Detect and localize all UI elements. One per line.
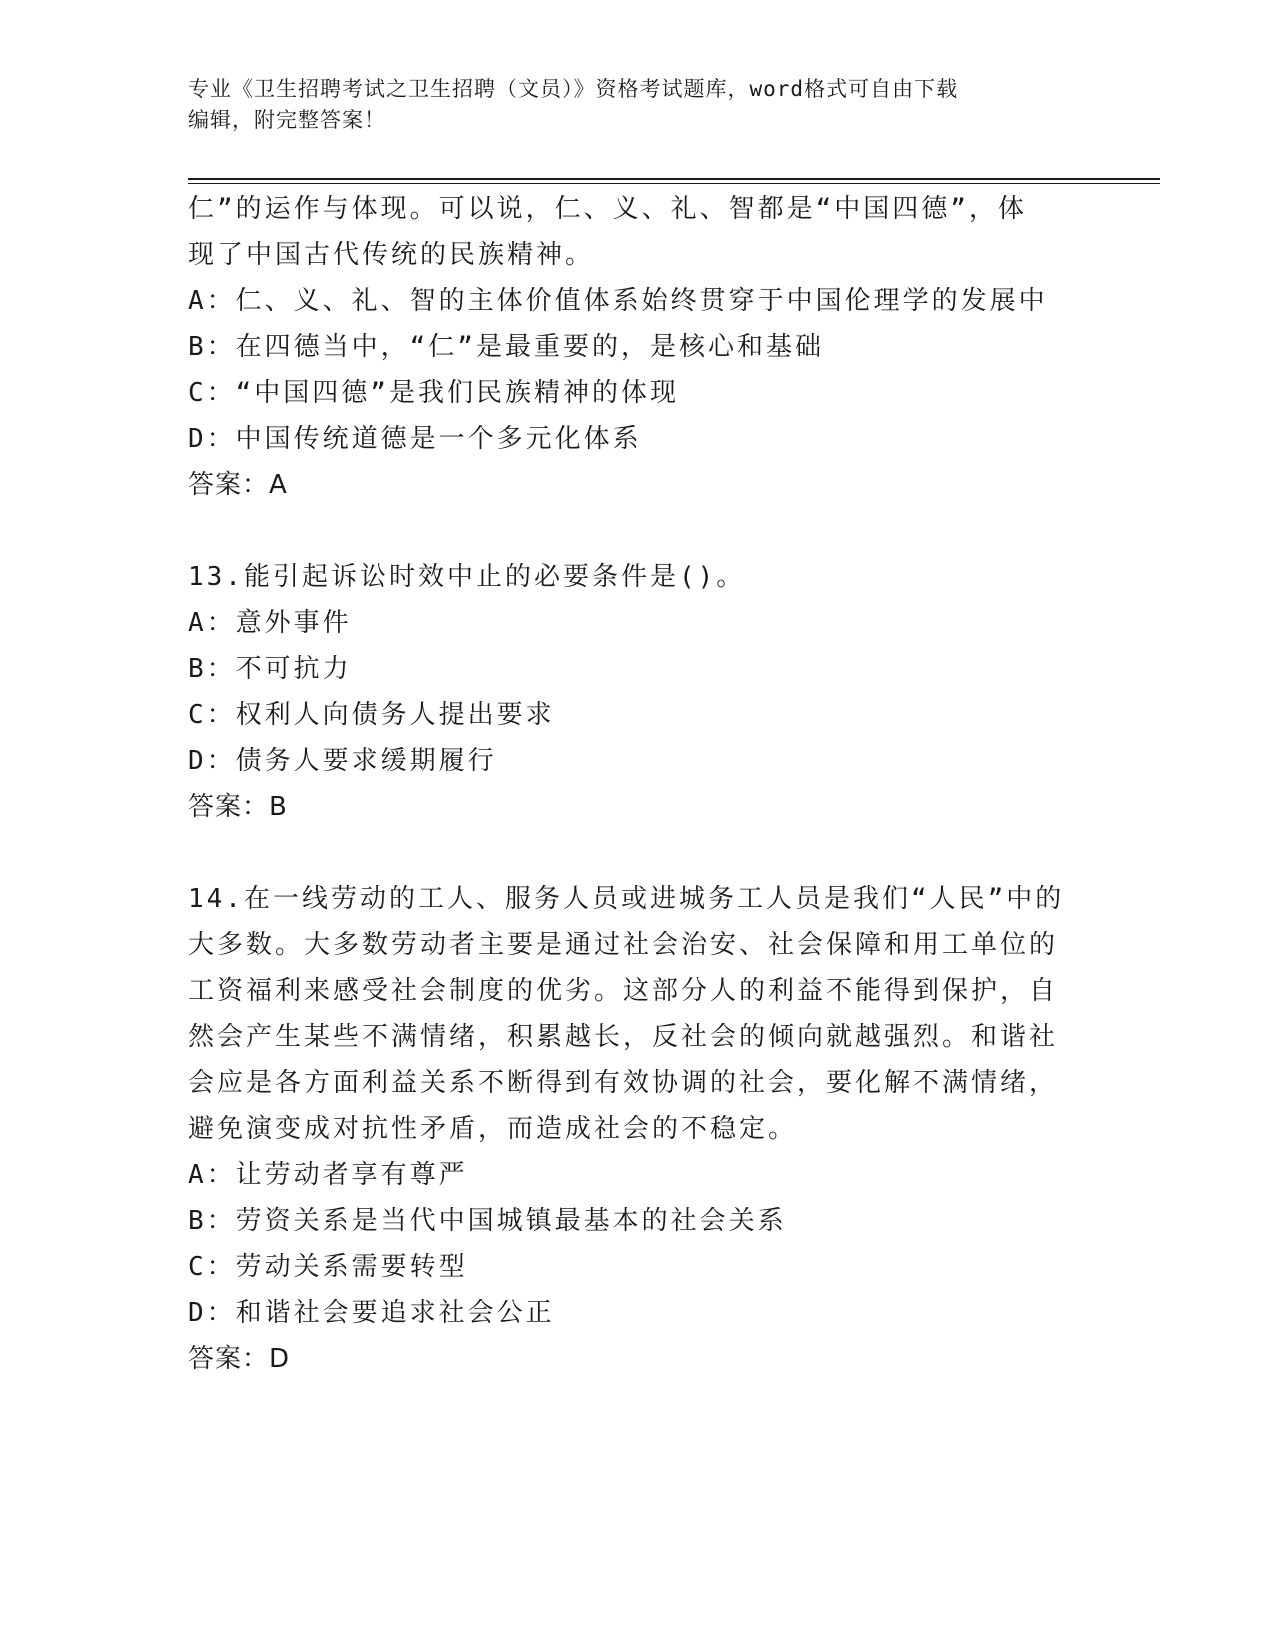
option-d: D：债务人要求缓期履行 — [188, 746, 497, 776]
option-b: B：在四德当中，“仁”是最重要的，是核心和基础 — [188, 332, 824, 362]
question-text-line: 会应是各方面利益关系不断得到有效协调的社会，要化解不满情绪， — [188, 1068, 1059, 1098]
question-text-line: 工资福利来感受社会制度的优劣。这部分人的利益不能得到保护，自 — [188, 976, 1059, 1006]
question-text-line: 14.在一线劳动的工人、服务人员或进城务工人员是我们“人民”中的 — [188, 884, 1065, 914]
question-13 — [188, 554, 1088, 830]
question-text-line: 大多数。大多数劳动者主要是通过社会治安、社会保障和用工单位的 — [188, 930, 1059, 960]
spacer — [188, 830, 1088, 876]
option-c: C：权利人向债务人提出要求 — [188, 700, 555, 730]
option-d: D：中国传统道德是一个多元化体系 — [188, 424, 642, 454]
answer-line: 答案：B — [188, 792, 288, 822]
option-a: A：让劳动者享有尊严 — [188, 1160, 468, 1190]
header-line-1: 专业《卫生招聘考试之卫生招聘（文员）》资格考试题库，word格式可自由下载 — [188, 77, 959, 101]
question-text-line: 避免演变成对抗性矛盾，而造成社会的不稳定。 — [188, 1114, 798, 1144]
option-c: C：劳动关系需要转型 — [188, 1252, 468, 1282]
question-continuation — [188, 186, 1088, 508]
option-b: B：不可抗力 — [188, 654, 352, 684]
answer-line: 答案：D — [188, 1344, 291, 1374]
question-text-line: 仁”的运作与体现。可以说，仁、义、礼、智都是“中国四德”，体 — [188, 194, 1027, 224]
question-text-line: 然会产生某些不满情绪，积累越长，反社会的倾向就越强烈。和谐社 — [188, 1022, 1059, 1052]
answer-line: 答案：A — [188, 470, 288, 500]
option-c: C：“中国四德”是我们民族精神的体现 — [188, 378, 679, 408]
spacer — [188, 508, 1088, 554]
question-content — [188, 186, 1088, 1382]
document-header — [188, 74, 1088, 136]
header-divider-thick — [188, 178, 1160, 180]
question-text-line: 现了中国古代传统的民族精神。 — [188, 240, 595, 270]
option-d: D：和谐社会要追求社会公正 — [188, 1298, 555, 1328]
option-a: A：仁、义、礼、智的主体价值体系始终贯穿于中国伦理学的发展中 — [188, 286, 1048, 316]
question-14 — [188, 876, 1088, 1382]
header-divider-thin — [188, 183, 1160, 184]
header-line-2: 编辑，附完整答案！ — [188, 108, 386, 132]
option-a: A：意外事件 — [188, 608, 352, 638]
option-b: B：劳资关系是当代中国城镇最基本的社会关系 — [188, 1206, 787, 1236]
question-text-line: 13.能引起诉讼时效中止的必要条件是()。 — [188, 562, 746, 592]
